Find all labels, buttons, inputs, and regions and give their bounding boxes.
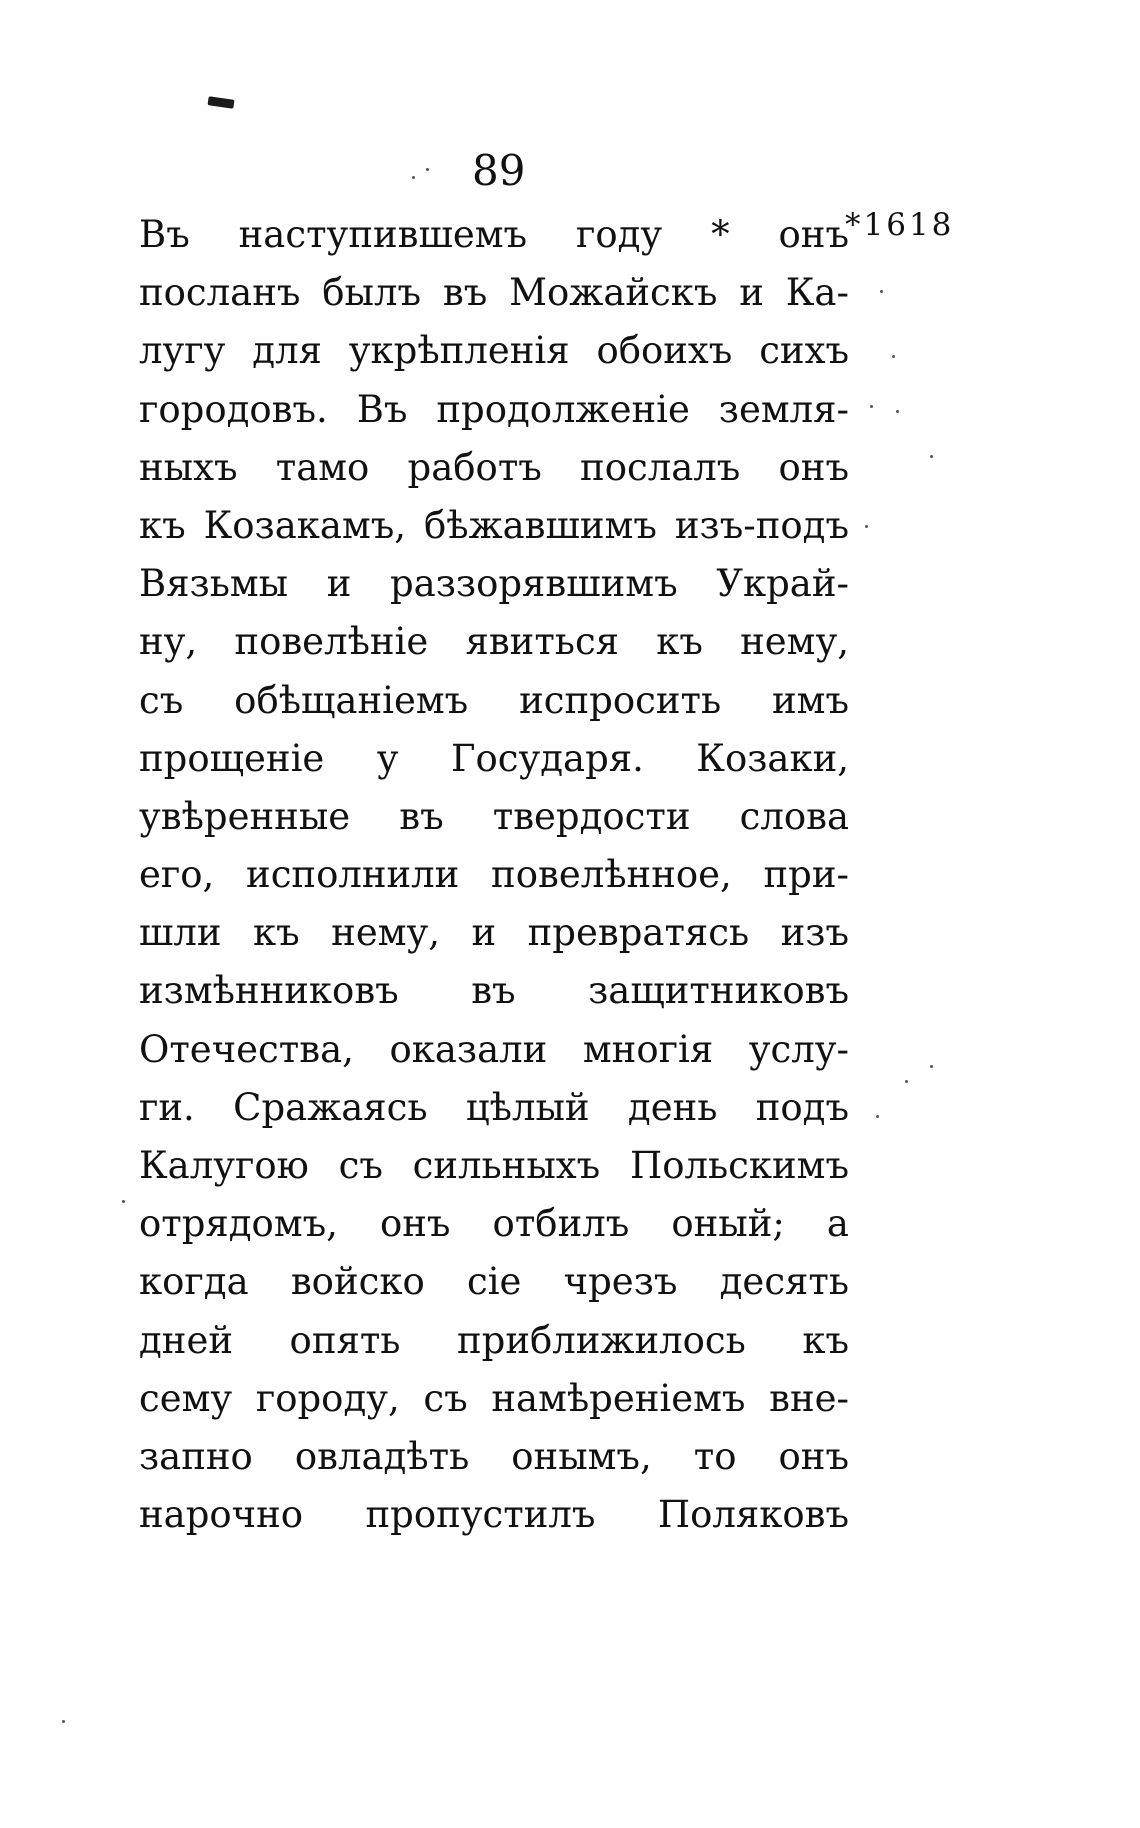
text-line: Вязьмы и раззорявшимъ Украй- [139,562,849,606]
text-line: ныхъ тамо работъ послалъ онъ [139,445,849,489]
page-number: 89 [472,146,526,195]
text-line: Отечества, оказали многія услу- [139,1027,849,1071]
text-line: Въ наступившемъ году * онъ [139,213,849,256]
margin-year-note: *1618 [845,207,955,243]
ink-blot-mark [208,96,235,109]
text-line: ну, повелѣніе явиться къ нему, [139,620,849,664]
text-line: лугу для укрѣпленія обоихъ сихъ [139,329,849,373]
body-text [139,206,849,1544]
text-line: къ Козакамъ, бѣжавшимъ изъ-подъ [139,503,849,547]
text-line: дней опять приближилось къ [139,1318,849,1362]
text-line: его, исполнили повелѣнное, при- [139,853,849,897]
text-line: когда войско сіе чрезъ десять [139,1260,849,1304]
text-line: прощеніе у Государя. Козаки, [139,736,849,780]
text-line: увѣренные въ твердости слова [139,794,849,838]
text-line: съ обѣщаніемъ испросить имъ [139,678,849,722]
text-line: сему городу, съ намѣреніемъ вне- [139,1376,849,1420]
text-line: измѣнниковъ въ защитниковъ [139,969,849,1013]
text-line: нарочно пропустилъ Поляковъ [139,1493,849,1537]
text-line: шли къ нему, и превратясь изъ [139,911,849,955]
text-line: Калугою съ сильныхъ Польскимъ [139,1144,849,1187]
text-line: посланъ былъ въ Можайскъ и Ка- [139,271,849,315]
text-line: городовъ. Въ продолженіе земля- [139,387,849,431]
text-line: отрядомъ, онъ отбилъ оный; а [139,1202,849,1246]
text-line: запно овладѣть онымъ, то онъ [139,1434,849,1478]
text-line: ги. Сражаясь цѣлый день подъ [139,1085,849,1129]
